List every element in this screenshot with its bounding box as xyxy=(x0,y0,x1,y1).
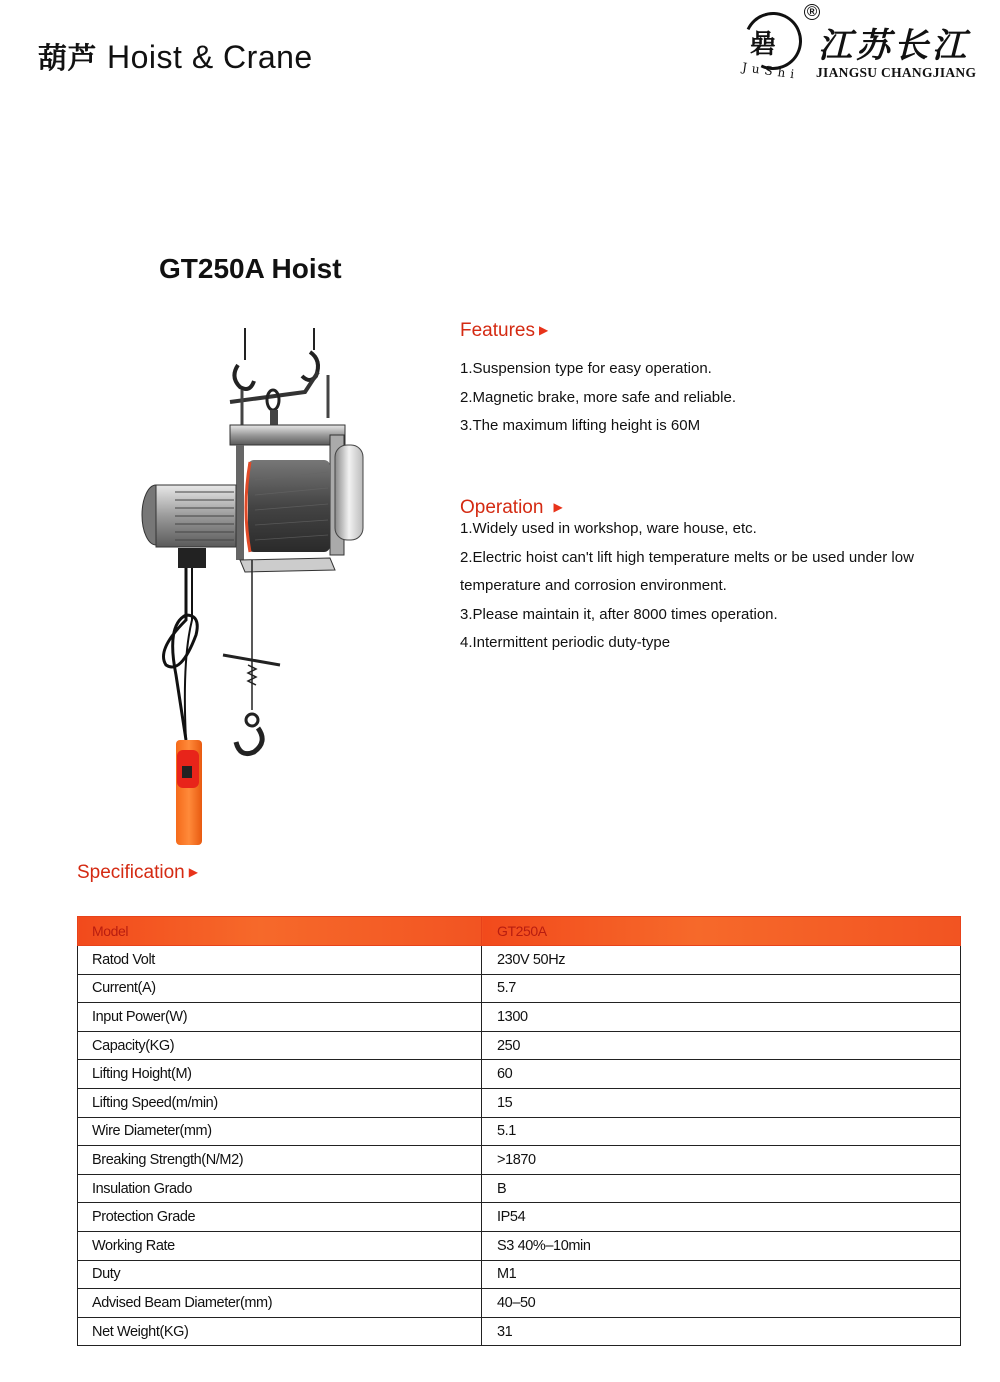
table-row xyxy=(78,946,961,975)
row-label: Current(A) xyxy=(78,974,482,1003)
play-arrow-icon: ▶ xyxy=(538,323,549,337)
table-row xyxy=(78,1203,961,1232)
header-cell-value: GT250A xyxy=(482,917,961,946)
row-label: Duty xyxy=(78,1260,482,1289)
operation-item: 3.Please maintain it, after 8000 times operation. xyxy=(460,605,778,623)
row-label: Lifting Speed(m/min) xyxy=(78,1088,482,1117)
page-header-title xyxy=(38,36,313,77)
row-value: M1 xyxy=(482,1260,961,1289)
table-header-row xyxy=(78,917,961,946)
table-row xyxy=(78,974,961,1003)
row-value: 31 xyxy=(482,1317,961,1346)
row-label: Working Rate xyxy=(78,1231,482,1260)
row-label: Insulation Grado xyxy=(78,1174,482,1203)
table-row xyxy=(78,1289,961,1318)
table-row xyxy=(78,1231,961,1260)
table-row xyxy=(78,1003,961,1032)
features-list xyxy=(460,355,736,441)
row-label: Protection Grade xyxy=(78,1203,482,1232)
registered-icon: ® xyxy=(804,4,820,20)
operation-item: 4.Intermittent periodic duty-type xyxy=(460,634,671,651)
row-value: 40–50 xyxy=(482,1289,961,1318)
specification-heading-label: Specification xyxy=(77,862,185,883)
table-row xyxy=(78,1174,961,1203)
feature-item: 2.Magnetic brake, more safe and reliable. xyxy=(460,388,736,406)
table-row xyxy=(78,1146,961,1175)
logo-brand-latin: JuShi xyxy=(741,60,801,82)
row-label: Wire Diameter(mm) xyxy=(78,1117,482,1146)
operation-list xyxy=(460,515,914,658)
brand-logo xyxy=(740,4,995,84)
row-label: Breaking Strength(N/M2) xyxy=(78,1146,482,1175)
header-cell-label: Model xyxy=(78,917,482,946)
specification-table xyxy=(77,916,961,1346)
product-title: GT250A Hoist xyxy=(159,253,342,284)
row-label: Input Power(W) xyxy=(78,1003,482,1032)
row-value: 15 xyxy=(482,1088,961,1117)
table-row xyxy=(78,1260,961,1289)
operation-heading-label: Operation xyxy=(460,497,544,518)
specification-heading xyxy=(77,862,198,884)
row-value: 5.7 xyxy=(482,974,961,1003)
table-row xyxy=(78,1117,961,1146)
row-value: 1300 xyxy=(482,1003,961,1032)
row-value: B xyxy=(482,1174,961,1203)
row-value: 250 xyxy=(482,1031,961,1060)
operation-item: 2.Electric hoist can't lift high temperature melts or be used under low xyxy=(460,548,914,566)
feature-item: 1.Suspension type for easy operation. xyxy=(460,360,712,377)
row-label: Lifting Hoight(M) xyxy=(78,1060,482,1089)
row-label: Net Weight(KG) xyxy=(78,1317,482,1346)
table-row xyxy=(78,1031,961,1060)
play-arrow-icon: ▶ xyxy=(188,865,198,879)
row-label: Ratod Volt xyxy=(78,946,482,975)
row-value: IP54 xyxy=(482,1203,961,1232)
product-image xyxy=(130,320,370,850)
features-heading-label: Features xyxy=(460,320,535,341)
play-arrow-icon: ▶ xyxy=(553,500,563,514)
table-row xyxy=(78,1060,961,1089)
table-row xyxy=(78,1088,961,1117)
row-value: >1870 xyxy=(482,1146,961,1175)
logo-mark: 碞 xyxy=(750,30,777,60)
feature-item: 3.The maximum lifting height is 60M xyxy=(460,417,701,434)
operation-item: temperature and corrosion environment. xyxy=(460,577,727,594)
row-value: S3 40%–10min xyxy=(482,1231,961,1260)
features-heading xyxy=(460,320,548,342)
company-name-english: JIANGSU CHANGJIANG xyxy=(816,65,977,80)
operation-item: 1.Widely used in workshop, ware house, etc. xyxy=(460,520,757,537)
row-value: 230V 50Hz xyxy=(482,946,961,975)
company-name-chinese: 江苏长江 xyxy=(818,26,970,66)
row-label: Advised Beam Diameter(mm) xyxy=(78,1289,482,1318)
row-label: Capacity(KG) xyxy=(78,1031,482,1060)
row-value: 60 xyxy=(482,1060,961,1089)
title-english: Hoist & Crane xyxy=(107,39,313,75)
table-row xyxy=(78,1317,961,1346)
title-chinese: 葫芦 xyxy=(38,41,98,75)
row-value: 5.1 xyxy=(482,1117,961,1146)
hoist-illustration-icon xyxy=(130,320,370,850)
